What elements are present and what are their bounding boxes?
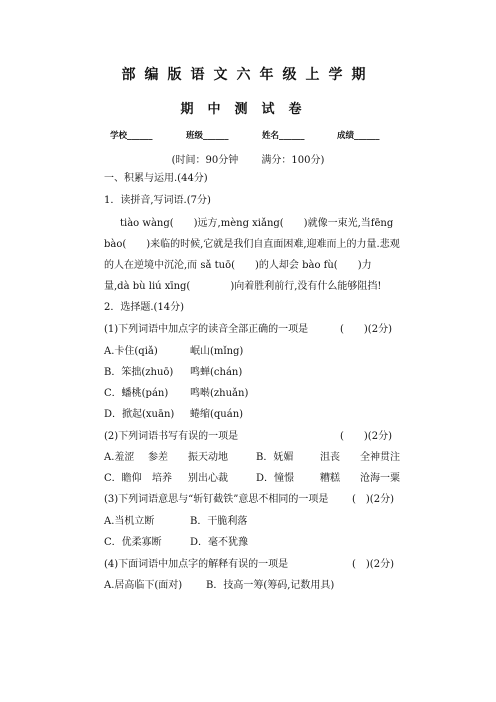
q2-2-c-word-2: 培养: [152, 473, 172, 484]
q2-3-option-c: C．优柔寡断: [104, 537, 162, 548]
q2-1-answer-paren: ( )(2分): [340, 324, 392, 335]
q1-line-2: bào( )来临的时候,它就是我们自直面困难,迎难而上的力量.悲观: [104, 239, 400, 250]
q2-2-c-word-3: 别出心裁: [188, 473, 228, 484]
q2-3-option-a: A.当机立断: [104, 516, 155, 527]
name-field[interactable]: 姓名______: [262, 131, 305, 141]
section-heading: 一、积累与运用.(44分): [104, 173, 208, 184]
q2-4-answer-paren: ( )(2分): [352, 559, 394, 570]
time-limit: (时间：90分钟: [171, 155, 239, 166]
q2-1-option-c: C．蟠桃(pán): [104, 388, 169, 399]
q2-1-stem: (1)下列词语中加点字的读音全部正确的一项是: [104, 324, 309, 335]
q2-1-option-d: D．掀起(xuān): [104, 409, 175, 420]
q1-line-4: 量,dà bù liú xīng( )向着胜利前行,没有什么能够阻挡!: [104, 281, 382, 292]
q2-1-option-d-2: 蜷缩(quán): [190, 409, 244, 420]
q2-3-option-b: B．干脆利落: [190, 516, 248, 527]
q2-4-option-b: B．技高一筹(筹码,记数用具): [206, 580, 335, 591]
q2-2-stem: (2)下列词语书写有误的一项是: [104, 431, 239, 442]
exam-meta: [0, 151, 496, 166]
full-score: 满分：100分): [261, 155, 325, 166]
q2-2-d-word-2: 糟糕: [320, 473, 340, 484]
q2-2-b-word-2: 沮丧: [320, 452, 340, 463]
question-2-label: 2．选择题.(14分): [104, 302, 185, 313]
exam-title: 部编版语文六年级上学期: [121, 67, 375, 83]
q2-2-b-word-3: 全神贯注: [360, 452, 400, 463]
q2-1-option-c-2: 鸣啭(zhuǎn): [190, 388, 249, 399]
q2-2-c-word-1: C．瞻仰: [104, 473, 142, 484]
q2-2-a-word-2: 参差: [148, 452, 168, 463]
q2-3-stem: (3)下列词语意思与“斩钉截铁”意思不相同的一项是: [104, 494, 329, 505]
q2-1-option-b-2: 鸣蝉(chán): [190, 367, 243, 378]
q2-1-option-a: A.卡住(qiǎ): [104, 346, 158, 357]
q2-2-d-word-1: D．憧憬: [256, 473, 295, 484]
q2-4-stem: (4)下面词语中加点字的解释有误的一项是: [104, 559, 289, 570]
q1-line-3: 的人在逆境中沉沦,而 sǎ tuō( )的人却会 bào fù( )力: [104, 260, 372, 271]
score-field[interactable]: 成绩______: [337, 131, 380, 141]
q1-line-1: tiào wàng( )远方,mèng xiǎng( )就像一束光,当fēng: [120, 218, 394, 229]
class-field[interactable]: 班级______: [186, 131, 229, 141]
q2-4-option-a: A.居高临下(面对): [104, 580, 183, 591]
q2-3-option-d: D．毫不犹豫: [190, 537, 249, 548]
school-field[interactable]: 学校______: [110, 131, 153, 141]
q2-2-d-word-3: 沧海一粟: [360, 473, 400, 484]
exam-subtitle: 期中测试卷: [180, 102, 316, 117]
q2-2-answer-paren: ( )(2分): [340, 431, 392, 442]
q2-1-option-a-2: 岷山(mǐng): [190, 346, 244, 357]
q2-2-a-word-1: A.羞涩: [104, 452, 135, 463]
q2-1-option-b: B．笨拙(zhuō): [104, 367, 174, 378]
q2-2-b-word-1: B．妩媚: [256, 452, 294, 463]
q2-2-a-word-3: 振天动地: [188, 452, 228, 463]
q2-3-answer-paren: ( )(2分): [352, 494, 394, 505]
question-1-label: 1．读拼音,写词语.(7分): [104, 195, 211, 206]
